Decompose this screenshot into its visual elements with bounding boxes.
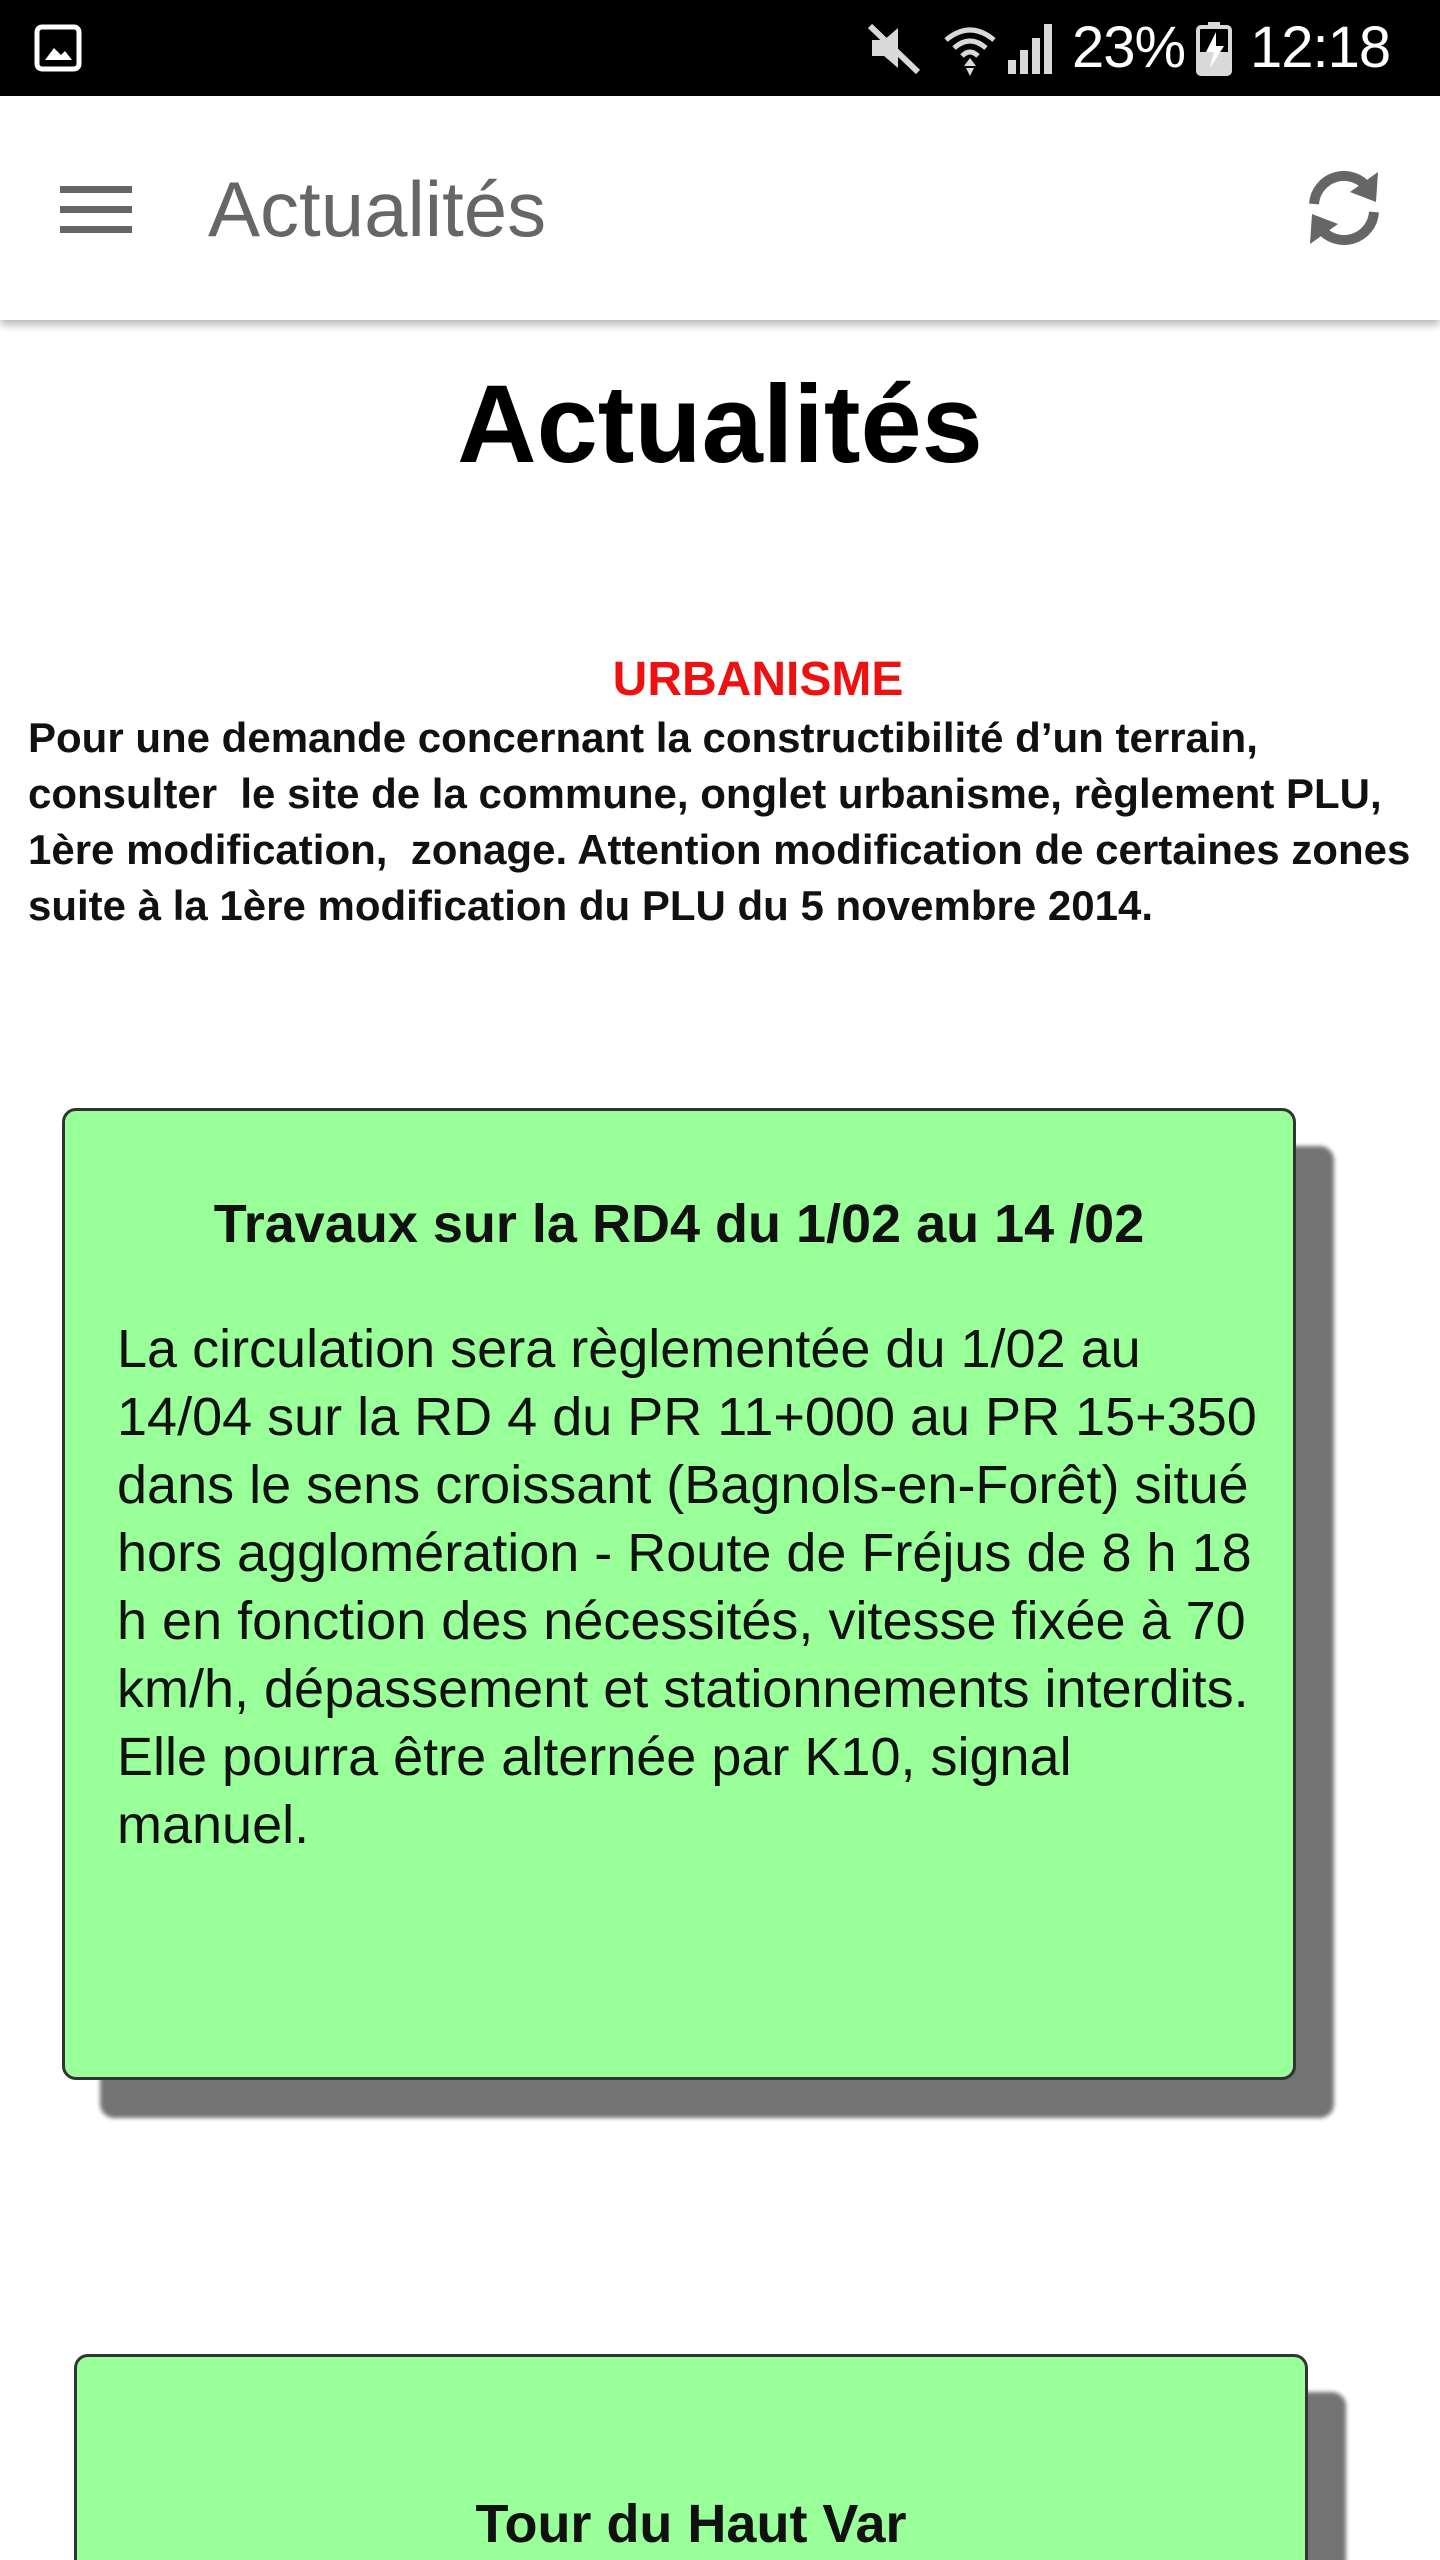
wifi-icon	[942, 18, 998, 78]
news-card-title: Travaux sur la RD4 du 1/02 au 14 /02	[213, 1194, 1145, 1254]
clock: 12:18	[1250, 15, 1391, 80]
news-card-body: La circulation sera règlementée du 1/02 au 14/04 sur la RD 4 du PR 11+000 au PR 15+350 dans le sens croissant (Bagnols-en-Forêt) situé hors agglomération - Route de Fréjus de 8 h 18 h en fonction des nécessités, vitesse fixée à 70 km/h, dépassement et stationnements interdits. Elle pourra être alternée par K10, signal manuel.	[117, 1319, 1257, 1855]
hamburger-menu-icon	[60, 186, 132, 234]
app-bar-title: Actualités	[208, 165, 547, 253]
menu-button[interactable]	[36, 148, 156, 268]
urbanisme-text: Pour une demande concernant la constructibilité d’un terrain, consulter le site de la commune, onglet urbanisme, règlement PLU, 1ère modification, zonage. Attention modification de certaines zones suite à la 1ère modification du PLU du 5 novembre 2014.	[28, 714, 1423, 929]
refresh-button[interactable]	[1284, 148, 1404, 268]
news-card-tour-du-haut-var[interactable]	[74, 2354, 1308, 2560]
news-card-rd4[interactable]	[62, 1108, 1296, 2080]
battery-charging-icon	[1196, 22, 1232, 76]
mute-icon	[866, 18, 924, 78]
battery-percent: 23%	[1072, 15, 1186, 80]
news-card-title: Tour du Haut Var	[475, 2494, 907, 2554]
app-bar	[0, 96, 1440, 320]
page-heading: Actualités	[457, 363, 983, 486]
gallery-icon	[34, 24, 82, 72]
status-bar	[0, 0, 1440, 96]
news-content[interactable]	[0, 320, 1440, 2560]
signal-icon	[1006, 18, 1058, 78]
refresh-icon	[1300, 164, 1388, 252]
urbanisme-label: URBANISME	[612, 653, 904, 706]
